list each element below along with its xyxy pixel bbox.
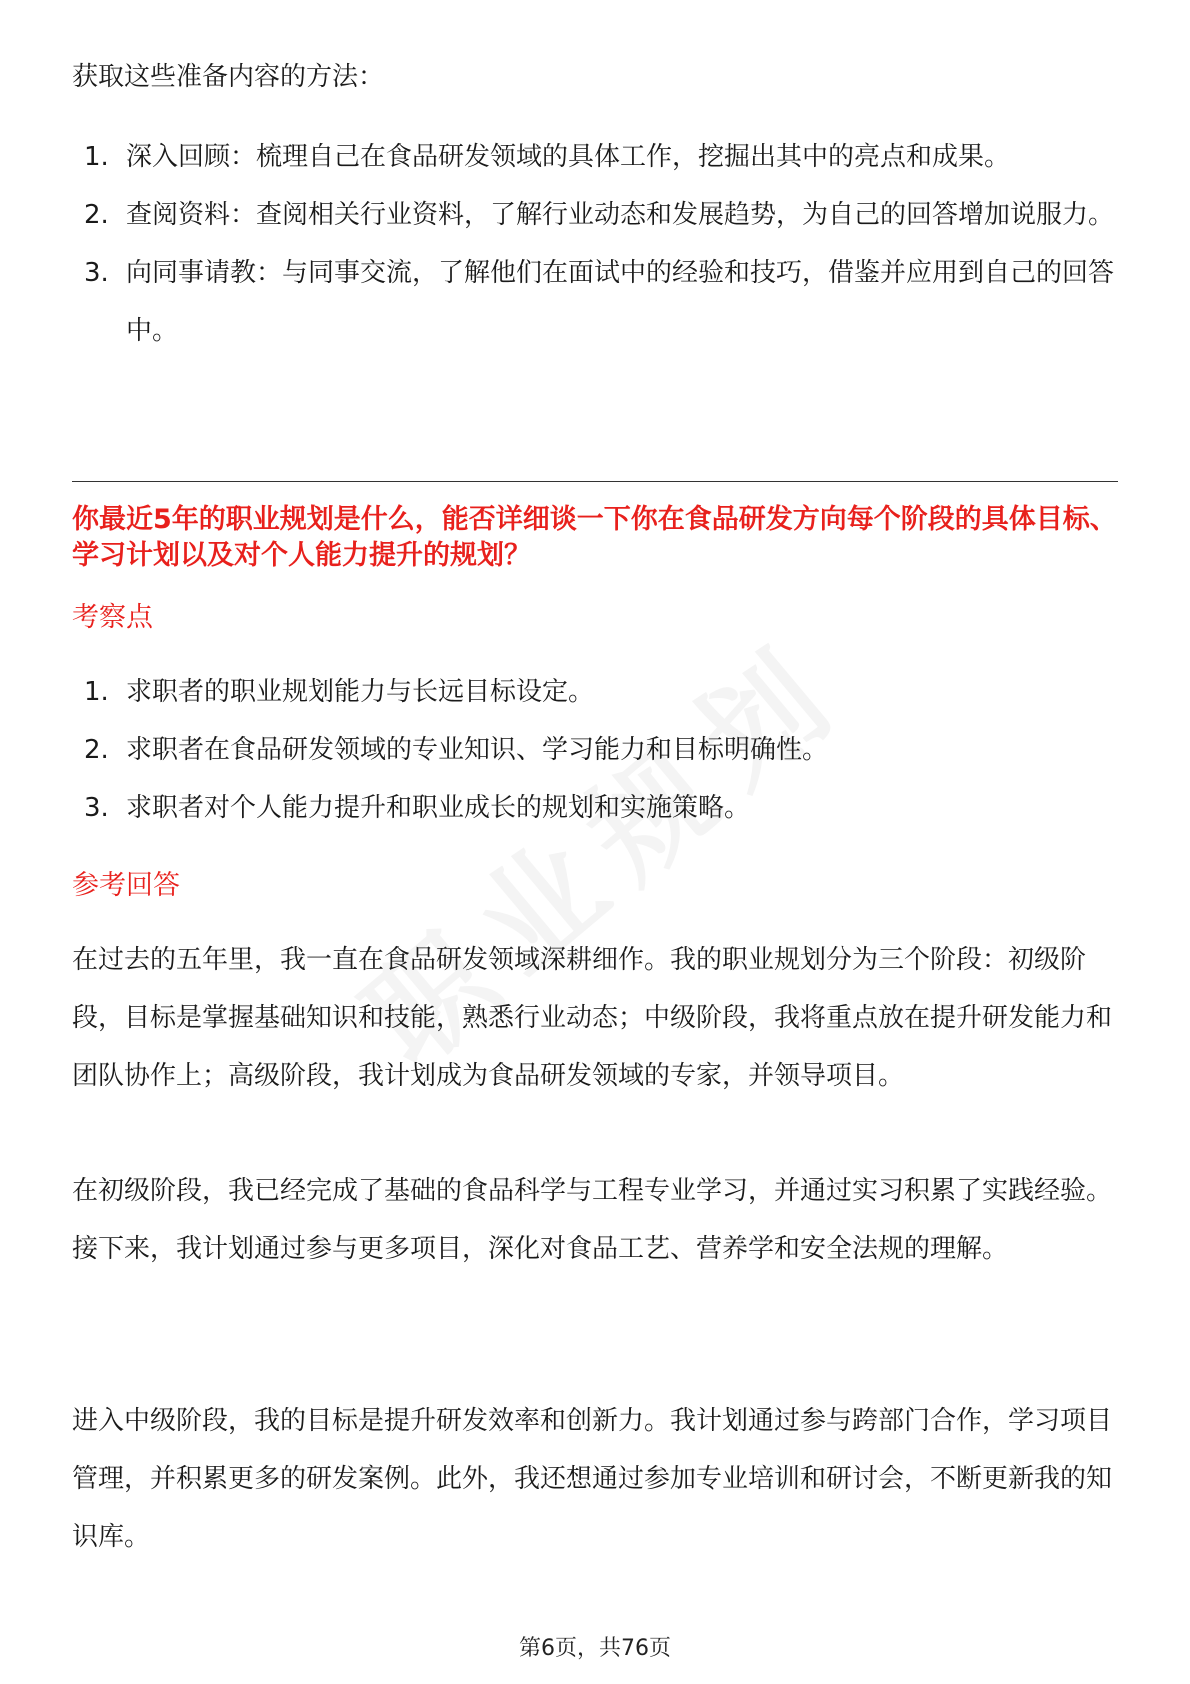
- list-number: 2.: [84, 200, 109, 230]
- answer-paragraph: 在初级阶段，我已经完成了基础的食品科学与工程专业学习，并通过实习积累了实践经验。接下来，我计划通过参与更多项目，深化对食品工艺、营养学和安全法规的理解。: [72, 1176, 1113, 1264]
- list-text: 向同事请教：与同事交流，了解他们在面试中的经验和技巧，借鉴并应用到自己的回答中。: [126, 258, 1115, 346]
- list-number: 1.: [84, 677, 109, 707]
- list-text: 深入回顾：梳理自己在食品研发领域的具体工作，挖掘出其中的亮点和成果。: [126, 142, 1011, 172]
- section-divider: [72, 481, 1118, 482]
- list-item: [72, 186, 1118, 244]
- focus-list: [72, 663, 1118, 837]
- list-item: [72, 128, 1118, 186]
- list-item: [72, 244, 1118, 360]
- methods-intro: 获取这些准备内容的方法：: [72, 62, 385, 92]
- focus-heading: 考察点: [72, 602, 153, 633]
- page-number: 第6页，共76页: [519, 1636, 671, 1661]
- list-number: 2.: [84, 735, 109, 765]
- list-item: [72, 779, 1118, 837]
- interview-question: 你最近5年的职业规划是什么，能否详细谈一下你在食品研发方向每个阶段的具体目标、学习计划以及对个人能力提升的规划？: [72, 504, 1117, 571]
- list-number: 3.: [84, 793, 109, 823]
- list-number: 3.: [84, 258, 109, 288]
- list-item: [72, 721, 1118, 779]
- answer-heading: 参考回答: [72, 870, 180, 901]
- methods-list: [72, 128, 1118, 360]
- list-item: [72, 663, 1118, 721]
- answer-paragraph: 在过去的五年里，我一直在食品研发领域深耕细作。我的职业规划分为三个阶段：初级阶段，目标是掌握基础知识和技能，熟悉行业动态；中级阶段，我将重点放在提升研发能力和团队协作上；高级阶段，我计划成为食品研发领域的专家，并领导项目。: [72, 945, 1113, 1091]
- list-text: 查阅资料：查阅相关行业资料，了解行业动态和发展趋势，为自己的回答增加说服力。: [126, 200, 1115, 230]
- list-text: 求职者的职业规划能力与长远目标设定。: [126, 677, 595, 707]
- list-text: 求职者在食品研发领域的专业知识、学习能力和目标明确性。: [126, 735, 829, 765]
- answer-paragraph: 进入中级阶段，我的目标是提升研发效率和创新力。我计划通过参与跨部门合作，学习项目管理，并积累更多的研发案例。此外，我还想通过参加专业培训和研讨会，不断更新我的知识库。: [72, 1406, 1113, 1552]
- list-number: 1.: [84, 142, 109, 172]
- list-text: 求职者对个人能力提升和职业成长的规划和实施策略。: [126, 793, 751, 823]
